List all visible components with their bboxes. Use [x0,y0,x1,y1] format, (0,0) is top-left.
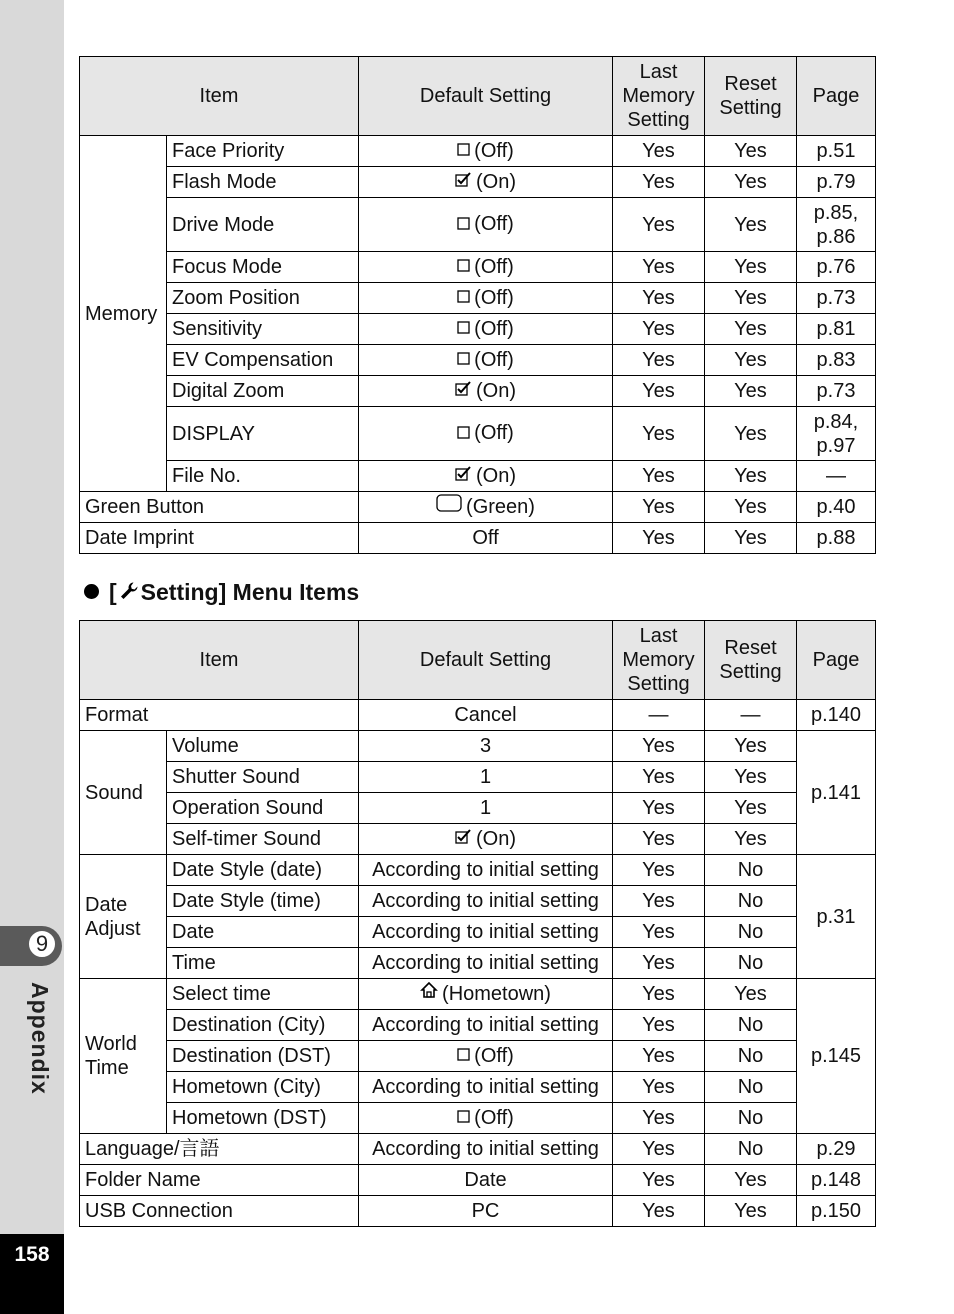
checkbox-on-icon [455,826,472,850]
reset-setting-cell: Yes [705,762,797,793]
checkbox-off-icon [457,316,470,340]
reset-setting-cell: Yes [705,345,797,376]
reset-setting-cell: — [705,700,797,731]
item-cell: Select time [167,979,359,1010]
item-cell: Flash Mode [167,167,359,198]
page-cell: p.29 [797,1134,876,1165]
default-setting-cell: (Off) [359,1041,613,1072]
item-cell: Face Priority [167,136,359,167]
last-memory-cell: Yes [613,762,705,793]
page-cell: p.51 [797,136,876,167]
page-cell: p.40 [797,492,876,523]
last-memory-cell: Yes [613,461,705,492]
header-item: Item [80,621,359,700]
default-setting-cell: According to initial setting [359,1134,613,1165]
checkbox-off-icon [457,421,470,445]
section-heading: [ Setting] Menu Items [84,579,359,607]
table-row [80,523,876,554]
last-memory-cell: Yes [613,886,705,917]
reset-setting-cell: Yes [705,523,797,554]
page-number: 158 [14,1243,50,1266]
default-setting-cell: (Off) [359,345,613,376]
table-header-row [80,621,876,700]
reset-setting-cell: Yes [705,979,797,1010]
default-setting-cell: (Off) [359,252,613,283]
reset-setting-cell: Yes [705,824,797,855]
memory-settings-table [79,56,876,554]
default-setting-cell: (Off) [359,136,613,167]
checkbox-off-icon [457,347,470,371]
last-memory-cell: Yes [613,979,705,1010]
default-setting-cell: 1 [359,793,613,824]
checkbox-off-icon [457,212,470,236]
group-world_time: World Time [80,979,167,1134]
item-cell: Drive Mode [167,198,359,252]
item-cell: Folder Name [80,1165,359,1196]
checkbox-on-icon [455,169,472,193]
default-setting-cell: According to initial setting [359,1010,613,1041]
page-cell: p.145 [797,979,876,1134]
table-row [80,793,876,824]
reset-setting-cell: No [705,1010,797,1041]
page-cell: p.85, p.86 [797,198,876,252]
last-memory-cell: Yes [613,1134,705,1165]
last-memory-cell: Yes [613,136,705,167]
item-cell: EV Compensation [167,345,359,376]
last-memory-cell: Yes [613,1072,705,1103]
reset-setting-cell: Yes [705,376,797,407]
checkbox-off-icon [457,1105,470,1129]
table-row [80,948,876,979]
last-memory-cell: Yes [613,1010,705,1041]
reset-setting-cell: Yes [705,198,797,252]
item-cell: Time [167,948,359,979]
item-cell: Self-timer Sound [167,824,359,855]
table-row [80,855,876,886]
reset-setting-cell: Yes [705,252,797,283]
item-cell: Shutter Sound [167,762,359,793]
last-memory-cell: Yes [613,407,705,461]
home-icon [420,981,438,1005]
table-row [80,376,876,407]
chapter-number: 9 [27,929,57,959]
default-setting-cell: (Green) [359,492,613,523]
page-cell: p.76 [797,252,876,283]
default-setting-cell: Date [359,1165,613,1196]
last-memory-cell: Yes [613,198,705,252]
page-cell: p.81 [797,314,876,345]
checkbox-on-icon [455,378,472,402]
table-row [80,1072,876,1103]
item-cell: Volume [167,731,359,762]
default-setting-cell: Off [359,523,613,554]
checkbox-off-icon [457,1043,470,1067]
header-default-setting: Default Setting [359,621,613,700]
table-row [80,167,876,198]
reset-setting-cell: Yes [705,793,797,824]
last-memory-cell: Yes [613,376,705,407]
bullet-icon [84,584,99,599]
default-setting-cell: 1 [359,762,613,793]
table-row [80,1103,876,1134]
reset-setting-cell: No [705,855,797,886]
reset-setting-cell: No [705,886,797,917]
default-setting-cell: According to initial setting [359,855,613,886]
header-page: Page [797,621,876,700]
checkbox-off-icon [457,285,470,309]
table-row [80,198,876,252]
header-reset-setting: Reset Setting [705,621,797,700]
item-cell: Digital Zoom [167,376,359,407]
page-cell: p.83 [797,345,876,376]
table-row [80,1165,876,1196]
header-item: Item [80,57,359,136]
table-row [80,979,876,1010]
item-cell: Format [80,700,359,731]
table-row [80,1041,876,1072]
table-row [80,492,876,523]
chapter-label: Appendix [27,982,53,1095]
wrench-icon [119,580,139,607]
item-cell: Language/言語 [80,1134,359,1165]
last-memory-cell: Yes [613,1103,705,1134]
table-row [80,461,876,492]
default-setting-cell: According to initial setting [359,1072,613,1103]
table-row [80,314,876,345]
group-sound: Sound [80,731,167,855]
last-memory-cell: Yes [613,252,705,283]
last-memory-cell: Yes [613,314,705,345]
item-cell: Hometown (City) [167,1072,359,1103]
item-cell: Date Imprint [80,523,359,554]
item-cell: Operation Sound [167,793,359,824]
reset-setting-cell: Yes [705,314,797,345]
default-setting-cell: (Off) [359,283,613,314]
header-last-memory: Last Memory Setting [613,621,705,700]
reset-setting-cell: Yes [705,461,797,492]
table-row [80,407,876,461]
reset-setting-cell: No [705,1072,797,1103]
last-memory-cell: Yes [613,1196,705,1227]
last-memory-cell: Yes [613,523,705,554]
default-setting-cell: (Off) [359,314,613,345]
default-setting-cell: According to initial setting [359,886,613,917]
last-memory-cell: Yes [613,948,705,979]
reset-setting-cell: No [705,1134,797,1165]
last-memory-cell: Yes [613,1165,705,1196]
default-setting-cell: 3 [359,731,613,762]
page-cell: p.73 [797,376,876,407]
default-setting-cell: (Hometown) [359,979,613,1010]
table-row [80,886,876,917]
default-setting-cell: According to initial setting [359,948,613,979]
reset-setting-cell: Yes [705,136,797,167]
header-reset-setting: Reset Setting [705,57,797,136]
item-cell: USB Connection [80,1196,359,1227]
default-setting-cell: (Off) [359,407,613,461]
last-memory-cell: Yes [613,167,705,198]
item-cell: Date Style (date) [167,855,359,886]
default-setting-cell: (Off) [359,198,613,252]
checkbox-on-icon [455,463,472,487]
header-default-setting: Default Setting [359,57,613,136]
last-memory-cell: Yes [613,917,705,948]
default-setting-cell: PC [359,1196,613,1227]
item-cell: DISPLAY [167,407,359,461]
last-memory-cell: Yes [613,283,705,314]
page-cell: p.148 [797,1165,876,1196]
page-cell: p.88 [797,523,876,554]
table-row [80,762,876,793]
reset-setting-cell: No [705,1103,797,1134]
reset-setting-cell: No [705,1041,797,1072]
group-memory: Memory [80,136,167,492]
reset-setting-cell: No [705,917,797,948]
table-row [80,824,876,855]
reset-setting-cell: Yes [705,167,797,198]
page-cell: p.140 [797,700,876,731]
group-date_adjust: Date Adjust [80,855,167,979]
reset-setting-cell: No [705,948,797,979]
item-cell: Zoom Position [167,283,359,314]
item-cell: File No. [167,461,359,492]
table-row [80,700,876,731]
item-cell: Date [167,917,359,948]
page-cell: p.141 [797,731,876,855]
last-memory-cell: Yes [613,492,705,523]
page-cell: p.84, p.97 [797,407,876,461]
setting-menu-table [79,620,876,1227]
last-memory-cell: Yes [613,793,705,824]
default-setting-cell: (On) [359,461,613,492]
header-last-memory: Last Memory Setting [613,57,705,136]
checkbox-off-icon [457,138,470,162]
last-memory-cell: Yes [613,1041,705,1072]
table-row [80,345,876,376]
page-cell: p.73 [797,283,876,314]
page-cell: — [797,461,876,492]
reset-setting-cell: Yes [705,283,797,314]
page-cell: p.150 [797,1196,876,1227]
table-row [80,917,876,948]
header-page: Page [797,57,876,136]
table-row [80,1010,876,1041]
default-setting-cell: (On) [359,167,613,198]
item-cell: Date Style (time) [167,886,359,917]
page-cell: p.31 [797,855,876,979]
page-cell: p.79 [797,167,876,198]
table-row [80,1196,876,1227]
table-row [80,136,876,167]
default-setting-cell: According to initial setting [359,917,613,948]
reset-setting-cell: Yes [705,1165,797,1196]
green-button-icon [436,494,462,518]
chapter-sidebar [0,0,64,1314]
item-cell: Destination (DST) [167,1041,359,1072]
reset-setting-cell: Yes [705,731,797,762]
default-setting-cell: (On) [359,376,613,407]
default-setting-cell: (Off) [359,1103,613,1134]
table-row [80,1134,876,1165]
default-setting-cell: (On) [359,824,613,855]
last-memory-cell: Yes [613,824,705,855]
last-memory-cell: Yes [613,345,705,376]
item-cell: Destination (City) [167,1010,359,1041]
last-memory-cell: Yes [613,855,705,886]
item-cell: Hometown (DST) [167,1103,359,1134]
table-row [80,283,876,314]
item-cell: Sensitivity [167,314,359,345]
item-cell: Green Button [80,492,359,523]
checkbox-off-icon [457,254,470,278]
reset-setting-cell: Yes [705,492,797,523]
table-row [80,731,876,762]
last-memory-cell: — [613,700,705,731]
reset-setting-cell: Yes [705,1196,797,1227]
last-memory-cell: Yes [613,731,705,762]
table-header-row [80,57,876,136]
table-row [80,252,876,283]
reset-setting-cell: Yes [705,407,797,461]
item-cell: Focus Mode [167,252,359,283]
default-setting-cell: Cancel [359,700,613,731]
